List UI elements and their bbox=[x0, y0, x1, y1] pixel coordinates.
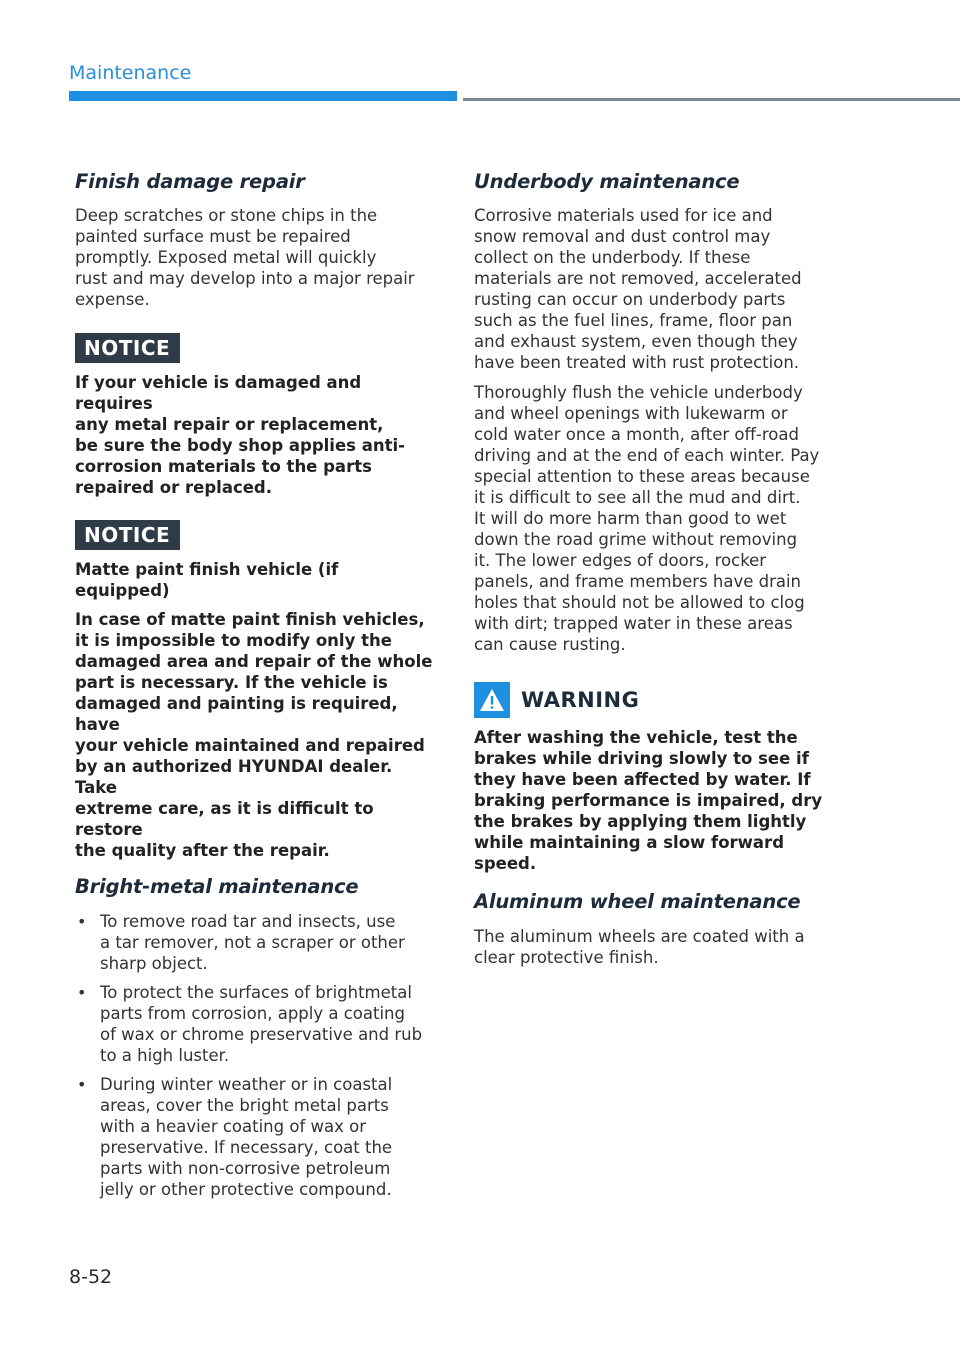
header-rule bbox=[463, 98, 960, 101]
notice-text: If your vehicle is damaged and requires any metal repair or replacement, be sure the body shop applies anti- corrosion materials to the parts repaired or replaced. bbox=[75, 373, 405, 498]
notice-badge: NOTICE bbox=[75, 520, 180, 550]
header-rule-accent bbox=[69, 91, 457, 101]
aluminum-wheel-heading: Aluminum wheel maintenance bbox=[474, 890, 801, 914]
aluminum-wheel-text: The aluminum wheels are coated with a clear protective finish. bbox=[474, 926, 805, 967]
warning-triangle-icon bbox=[474, 682, 510, 718]
section-title: Maintenance bbox=[69, 62, 192, 84]
warning-title: WARNING bbox=[521, 688, 640, 713]
right-column bbox=[474, 170, 836, 977]
left-column bbox=[75, 170, 437, 1208]
underbody-text-2: Thoroughly flush the vehicle underbody and wheel openings with lukewarm or cold water once a month, after off-road driving and at the end of each winter. Pay special attention to these areas because it is difficult to see all the mud and dirt. It will do more harm than good to wet down the road grime without removing it. The lower edges of doors, rocker panels, and frame members have drain holes that should not be allowed to clog with dirt; trapped water in these areas can cause rusting. bbox=[474, 383, 820, 655]
underbody-text-1: Corrosive materials used for ice and snow removal and dust control may collect on the underbody. If these materials are not removed, accelerated rusting can occur on underbody parts such as the fuel lines, frame, floor pan and exhaust system, even though they have been treated with rust protection. bbox=[474, 206, 802, 373]
finish-damage-text: Deep scratches or stone chips in the painted surface must be repaired promptly. Exposed metal will quickly rust and may develop into a major repair expense. bbox=[75, 206, 415, 310]
list-item: • During winter weather or in coastal areas, cover the bright metal parts with a heavier coating of wax or preservative. If necessary, coat the parts with non-corrosive petroleum jelly or other protective compound. bbox=[77, 1074, 393, 1199]
notice-badge: NOTICE bbox=[75, 333, 180, 363]
matte-paint-text: In case of matte paint finish vehicles, it is impossible to modify only the damaged area and repair of the whole part is necessary. If the vehicle is damaged and painting is required, have your vehicle maintained and repaired by an authorized HYUNDAI dealer. Take extreme care, as it is difficult to restore the quality after the repair. bbox=[75, 610, 433, 861]
page-number: 8-52 bbox=[69, 1266, 113, 1288]
list-item: • To remove road tar and insects, use a tar remover, not a scraper or other sharp object. bbox=[77, 911, 405, 973]
bright-metal-list bbox=[75, 911, 437, 1200]
warning-header bbox=[474, 682, 836, 718]
underbody-heading: Underbody maintenance bbox=[474, 170, 740, 193]
bright-metal-heading: Bright-metal maintenance bbox=[75, 875, 359, 899]
matte-paint-heading: Matte paint finish vehicle (if equipped) bbox=[75, 560, 339, 601]
finish-damage-heading: Finish damage repair bbox=[75, 170, 305, 193]
list-item: • To protect the surfaces of brightmetal parts from corrosion, apply a coating of wax or chrome preservative and rub to a high luster. bbox=[77, 982, 423, 1065]
warning-text: After washing the vehicle, test the brakes while driving slowly to see if they have been affected by water. If braking performance is impaired, dry the brakes by applying them lightly while maintaining a slow forward speed. bbox=[474, 728, 823, 874]
